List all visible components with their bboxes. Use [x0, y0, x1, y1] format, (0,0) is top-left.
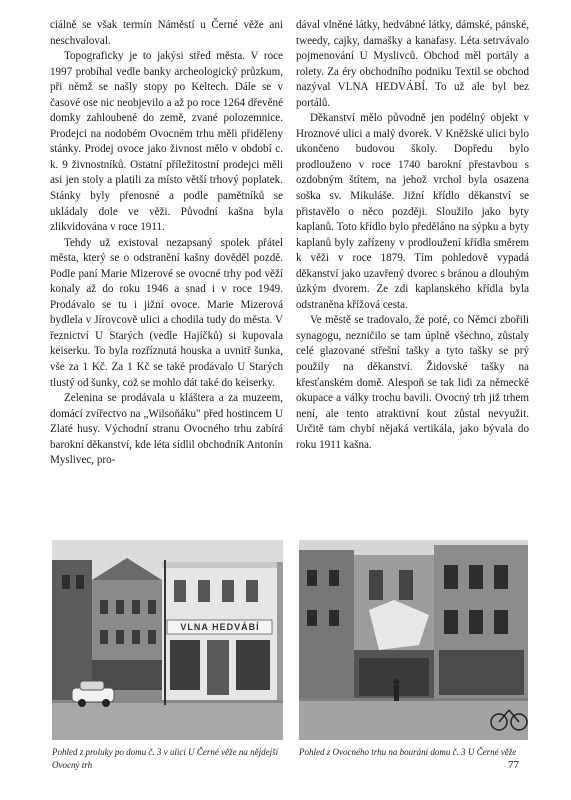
text-column-right	[296, 18, 529, 453]
page-number: 77	[508, 759, 519, 771]
paragraph: ciálně se však termín Náměstí u Černé věže ani neschvaloval.	[50, 19, 283, 47]
photo-caption-right: Pohled z Ovocného trhu na bourání domu č. 3 U Černé věže	[299, 747, 517, 757]
photo-street-view	[52, 540, 283, 740]
photo-demolition	[299, 540, 528, 740]
paragraph: Ve městě se tradovalo, že poté, co Němci zbořili synagogu, nezničilo se tam úplně všechno, zůstaly celé glazované střešní tašky a tyto tašky se prý použily na děkanství. Židovské tašky na křesťanském domě. Alespoň se tak lidi za německé okupace a války trochu bavili. Ovocný trh již trhem není, ale tento atraktivní kout zůstal nevyužit. Určitě tam chybí nějaká vertikála, jako bývala do roku 1911 kašna.	[296, 314, 529, 451]
photo-street-view-illustration	[52, 540, 283, 740]
photo-demolition-illustration	[299, 540, 528, 740]
shop-sign-text: VLNA HEDVÁBÍ	[180, 622, 260, 632]
text-column-left	[50, 18, 283, 469]
paragraph: Tehdy už existoval nezapsaný spolek přátel města, který se o odstranění kašny dověděl pozdě. Podle paní Marie Mizerové se ovocné trhy pod věží konaly až do roku 1946 a snad i v roce 1949. Prodávalo se tu i jižní ovoce. Marie Mizerová bydlela v Jírovcově ulici a chodila tudy do města. V řeznictví U Starých (vedle Hajíčků) si kupovala keiserku. To byla rozříznutá houska a uvnitř šunka, vše za 1 Kč. Za 1 Kč se také prodávalo U Starých tlustý od šunky, což se mohlo dát také do keiserky.	[50, 236, 283, 389]
paragraph: dával vlněné látky, hedvábné látky, dámské, pánské, tweedy, cajky, damašky a kanafasy. Léta setrvávalo pojmenování U Myslivců. Obchod měl portály a rolety. Za éry obchodního podniku Textil se obchod nazýval VLNA HEDVÁBÍ. To už ale byl bez portálů.	[296, 19, 529, 109]
paragraph: Zelenina se prodávala u kláštera a za muzeem, domácí zvířectvo na „Wilsoňáku" před hostincem U Zlaté husy. Východní stranu Ovocného trhu zabírá barokní děkanství, kde léta sídlil obchodník Antonín Myslivec, pro-	[50, 392, 283, 467]
paragraph: Děkanství mělo původně jen podélný objekt v Hroznové ulici a malý dvorek. V Kněžské ulici bylo ukončeno budovou školy. Dopředu bylo prodlouženo v roce 1740 barokní přestavbou s ozdobným štítem, na jehož vrchol byla osazena soška sv. Mikuláše. Jižní křídlo děkanství se přistavělo o něco později. Sloužilo jako byty kaplanů. Toto křídlo bylo předěláno na sýpku a byty kaplanů byly zařízeny v prodloužení křídla směrem k věži v roce 1879. Tím pohledově vypadá děkanství jako uzavřený dvorec s bránou a dlouhým úzkým dvorem. Ze zdi kaplanského křídla byla odstraněna křížová cesta.	[296, 112, 529, 311]
photo-caption-left: Pohled z proluky po domu č. 3 v ulici U Černé věže na nějdejší Ovocný trh	[52, 747, 279, 770]
paragraph: Topograficky je to jakýsi střed města. V roce 1997 probíhal vedle banky archeologický průzkum, při němž se našly stopy po Keltech. Dále se v časové ose nic neobjevilo a až po roce 1264 dřevěné domky zahloubené do země, zvané polozemnice. Prodejci na nodobém Ovocném trhu měli přiděleny stánky. Prodej ovoce jako živnost mělo v období c. k. 9 živnostníků. Ostatní příležitostní prodejci měli asi jen stoly a platili za místo větší trhový poplatek. Stánky byly přenosné a podle pamětníků se ukládaly dole ve věži. Původní kašna byla zlikvidována v roce 1911.	[50, 50, 283, 234]
